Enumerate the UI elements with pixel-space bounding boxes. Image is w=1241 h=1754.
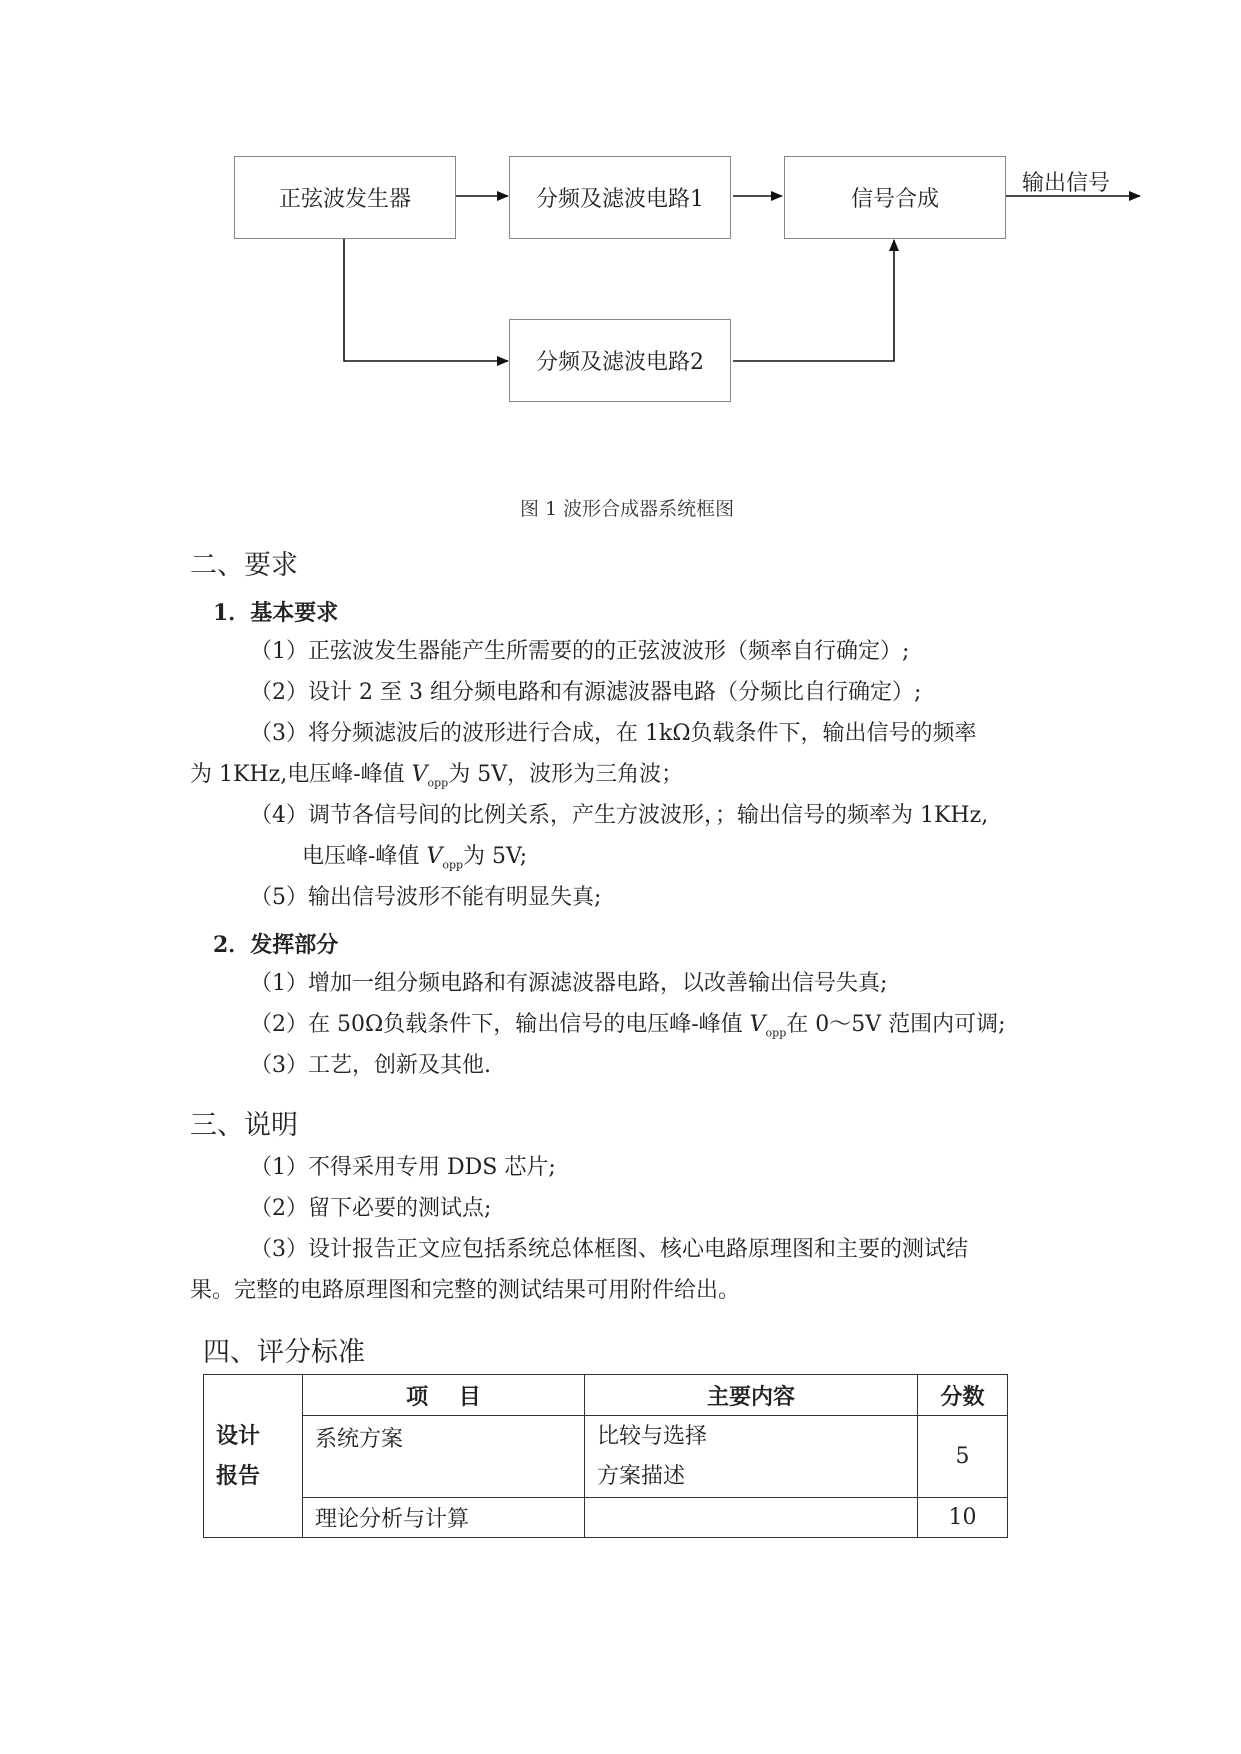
header-item: 项 目: [303, 1375, 585, 1416]
advanced-item-1: （1）增加一组分频电路和有源滤波器电路，以改善输出信号失真;: [250, 971, 888, 996]
row1-score: 5: [918, 1416, 1008, 1498]
subsection-title-advanced: 2．发挥部分: [213, 932, 339, 958]
basic-item-3-line1: （3）将分频滤波后的波形进行合成，在 1kΩ负载条件下，输出信号的频率: [250, 721, 977, 746]
figure-caption: 图 1 波形合成器系统框图: [520, 498, 735, 520]
scoring-table: [203, 1374, 1008, 1538]
advanced-item-3: （3）工艺，创新及其他.: [250, 1053, 491, 1078]
table-row: [204, 1416, 1008, 1498]
subsection-title-basic: 1．基本要求: [213, 600, 339, 626]
header-score: 分数: [918, 1375, 1008, 1416]
vopp-symbol: V: [426, 844, 443, 869]
vopp-symbol: V: [411, 762, 428, 787]
advanced-item-2: （2）在 50Ω负载条件下，输出信号的电压峰-峰值 $V_{opp}$在 0～5V 范围内可调;: [250, 1012, 1006, 1040]
section-title-scoring: 四、评分标准: [203, 1337, 365, 1368]
note-2: （2）留下必要的测试点;: [250, 1196, 492, 1221]
box-sine-generator: 正弦波发生器: [234, 156, 456, 239]
basic-item-5: （5）输出信号波形不能有明显失真;: [250, 885, 602, 910]
basic-item-4-line2: 电压峰-峰值 $V_{opp}$为 5V;: [302, 844, 528, 872]
basic-item-3-line2: 为 1KHz,电压峰-峰值 $V_{opp}$为 5V，波形为三角波；: [190, 762, 684, 790]
vopp-subscript: opp: [442, 858, 464, 872]
section-title-notes: 三、说明: [190, 1110, 298, 1141]
vopp-symbol: V: [749, 1012, 766, 1037]
basic-item-1: （1）正弦波发生器能产生所需要的的正弦波波形（频率自行确定）;: [250, 639, 910, 664]
row2-content: [585, 1498, 918, 1538]
note-3-line2: 果。完整的电路原理图和完整的测试结果可用附件给出。: [190, 1278, 741, 1303]
box-divider-filter-2: 分频及滤波电路2: [509, 319, 731, 402]
section-title-requirements: 二、要求: [190, 550, 298, 581]
header-content: 主要内容: [585, 1375, 918, 1416]
note-1: （1）不得采用专用 DDS 芯片;: [250, 1155, 556, 1180]
table-row: [204, 1498, 1008, 1538]
vopp-subscript: opp: [427, 776, 449, 790]
box-divider-filter-1: 分频及滤波电路1: [509, 156, 731, 239]
output-label: 输出信号: [1022, 171, 1111, 196]
table-header-row: [204, 1375, 1008, 1416]
note-3-line1: （3）设计报告正文应包括系统总体框图、核心电路原理图和主要的测试结: [250, 1237, 968, 1262]
arrow-sine-to-filter2: [344, 238, 508, 361]
basic-item-4-line1: （4）调节各信号间的比例关系，产生方波波形，；输出信号的频率为 1KHz,: [250, 803, 989, 828]
box-signal-synthesis: 信号合成: [784, 156, 1006, 239]
row2-item: 理论分析与计算: [303, 1498, 585, 1538]
vopp-subscript: opp: [765, 1026, 787, 1040]
basic-item-2: （2）设计 2 至 3 组分频电路和有源滤波器电路（分频比自行确定）;: [250, 680, 922, 705]
arrow-filter2-to-synthesis: [733, 240, 894, 361]
row2-score: 10: [918, 1498, 1008, 1538]
row1-content: 比较与选择 方案描述: [585, 1416, 918, 1498]
row1-item: 系统方案: [303, 1416, 585, 1498]
group-label-design-report: 设计 报告: [204, 1375, 303, 1538]
